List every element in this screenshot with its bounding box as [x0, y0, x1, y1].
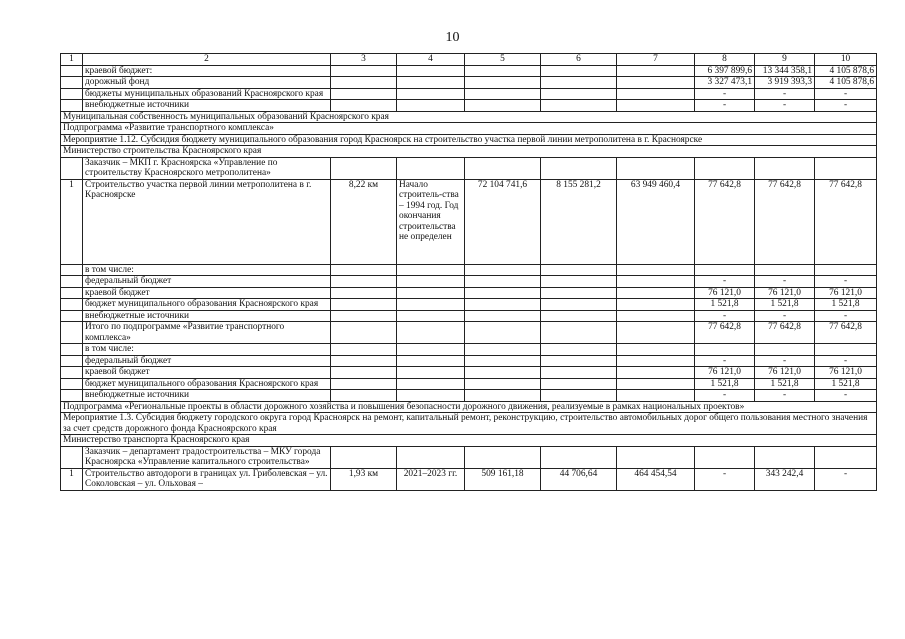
value-cell: 13 344 358,1	[755, 65, 815, 77]
customer-cell: Заказчик – МКП г. Красноярска «Управление по строительству Красноярского метрополитена»	[83, 157, 331, 179]
value-cell: 76 121,0	[815, 367, 877, 379]
value-cell: 77 642,8	[815, 322, 877, 344]
value-cell: 77 642,8	[695, 179, 755, 264]
capacity-cell: 8,22 км	[331, 179, 397, 264]
value-cell: 8 155 281,2	[541, 179, 617, 264]
table-row	[61, 355, 877, 367]
header-row	[61, 54, 877, 66]
table-row	[61, 344, 877, 356]
value-cell: -	[755, 310, 815, 322]
table-row	[61, 65, 877, 77]
value-cell: 77 642,8	[815, 179, 877, 264]
row-label: бюджет муниципального образования Красноярского края	[83, 378, 331, 390]
table-row	[61, 88, 877, 100]
value-cell: 76 121,0	[695, 367, 755, 379]
table-row	[61, 310, 877, 322]
section-row	[61, 413, 877, 435]
value-cell: 76 121,0	[695, 287, 755, 299]
value-cell: 4 105 878,6	[815, 77, 877, 89]
section-title: Министерство строительства Красноярского края	[61, 146, 877, 158]
value-cell: -	[815, 88, 877, 100]
value-cell: -	[695, 100, 755, 112]
value-cell: 77 642,8	[695, 322, 755, 344]
value-cell: -	[695, 276, 755, 288]
header-cell: 9	[755, 54, 815, 66]
table-row	[61, 157, 877, 179]
value-cell: -	[755, 276, 815, 288]
value-cell: -	[815, 355, 877, 367]
row-label: в том числе:	[83, 344, 331, 356]
row-label: федеральный бюджет	[83, 355, 331, 367]
value-cell: -	[755, 88, 815, 100]
row-label: внебюджетные источники	[83, 100, 331, 112]
row-label: краевой бюджет	[83, 287, 331, 299]
object-row	[61, 468, 877, 490]
row-label: федеральный бюджет	[83, 276, 331, 288]
table-row	[61, 287, 877, 299]
row-label: дорожный фонд	[83, 77, 331, 89]
value-cell: 76 121,0	[815, 287, 877, 299]
value-cell: -	[695, 390, 755, 402]
budget-table	[60, 53, 877, 491]
object-name: Строительство автодороги в границах ул. Гриболевская – ул. Соколовская – ул. Ольховая –	[83, 468, 331, 490]
table-row	[61, 367, 877, 379]
value-cell: 76 121,0	[755, 367, 815, 379]
value-cell: 509 161,18	[465, 468, 541, 490]
value-cell: -	[815, 468, 877, 490]
section-title: Мероприятие 1.12. Субсидия бюджету муниципального образования город Красноярск на строительство участка первой линии метрополитена в г. Красноярске	[61, 134, 877, 146]
value-cell: 3 919 393,3	[755, 77, 815, 89]
header-cell: 6	[541, 54, 617, 66]
section-title: Министерство транспорта Красноярского края	[61, 435, 877, 447]
value-cell: 77 642,8	[755, 179, 815, 264]
section-row	[61, 123, 877, 135]
value-cell: -	[755, 100, 815, 112]
value-cell: -	[755, 355, 815, 367]
object-name: Строительство участка первой линии метрополитена в г. Красноярске	[83, 179, 331, 264]
header-cell: 5	[465, 54, 541, 66]
section-row	[61, 111, 877, 123]
value-cell: -	[815, 276, 877, 288]
value-cell: -	[755, 390, 815, 402]
table-row	[61, 390, 877, 402]
section-title: Подпрограмма «Региональные проекты в области дорожного хозяйства и повышения безопасности дорожного движения, реализуемые в рамках национальных проектов»	[61, 401, 877, 413]
value-cell: 1 521,8	[695, 299, 755, 311]
header-cell: 4	[397, 54, 465, 66]
header-cell: 10	[815, 54, 877, 66]
value-cell: 3 327 473,1	[695, 77, 755, 89]
section-row	[61, 401, 877, 413]
section-title: Муниципальная собственность муниципальных образований Красноярского края	[61, 111, 877, 123]
section-title: Подпрограмма «Развитие транспортного комплекса»	[61, 123, 877, 135]
value-cell: 1 521,8	[755, 378, 815, 390]
section-row	[61, 435, 877, 447]
header-cell: 8	[695, 54, 755, 66]
row-label: бюджеты муниципальных образований Красноярского края	[83, 88, 331, 100]
row-label: бюджет муниципального образования Красноярского края	[83, 299, 331, 311]
value-cell: -	[695, 88, 755, 100]
section-title: Мероприятие 1.3. Субсидия бюджету городского округа город Красноярск на ремонт, капитальный ремонт, реконструкцию, строительство автомобильных дорог общего пользования местного значения за счет средств дорожного фонда Красноярского края	[61, 413, 877, 435]
row-label: внебюджетные источники	[83, 310, 331, 322]
table-row	[61, 446, 877, 468]
value-cell: -	[695, 355, 755, 367]
period-cell: 2021–2023 гг.	[397, 468, 465, 490]
customer-cell: Заказчик – департамент градостроительства – МКУ города Красноярска «Управление капитального строительства»	[83, 446, 331, 468]
header-cell: 2	[83, 54, 331, 66]
value-cell: -	[815, 100, 877, 112]
capacity-cell: 1,93 км	[331, 468, 397, 490]
section-row	[61, 134, 877, 146]
table-row	[61, 378, 877, 390]
row-label: краевой бюджет:	[83, 65, 331, 77]
value-cell: 1 521,8	[755, 299, 815, 311]
table-row	[61, 100, 877, 112]
value-cell: 44 706,64	[541, 468, 617, 490]
value-cell: 343 242,4	[755, 468, 815, 490]
row-number: 1	[61, 468, 83, 490]
value-cell: 1 521,8	[815, 299, 877, 311]
page-number: 10	[445, 30, 460, 45]
row-label: внебюджетные источники	[83, 390, 331, 402]
row-label: Итого по подпрограмме «Развитие транспортного комплекса»	[83, 322, 331, 344]
row-number: 1	[61, 179, 83, 264]
value-cell: 1 521,8	[815, 378, 877, 390]
value-cell: 63 949 460,4	[617, 179, 695, 264]
row-label: краевой бюджет	[83, 367, 331, 379]
value-cell: 6 397 899,6	[695, 65, 755, 77]
table-row	[61, 77, 877, 89]
row-label: в том числе:	[83, 264, 331, 276]
header-cell: 1	[61, 54, 83, 66]
value-cell: 464 454,54	[617, 468, 695, 490]
value-cell: -	[815, 390, 877, 402]
table-row	[61, 299, 877, 311]
value-cell: -	[695, 310, 755, 322]
value-cell: 4 105 878,6	[815, 65, 877, 77]
header-cell: 7	[617, 54, 695, 66]
section-row	[61, 146, 877, 158]
value-cell: 77 642,8	[755, 322, 815, 344]
table-row	[61, 276, 877, 288]
total-row	[61, 322, 877, 344]
table-row	[61, 264, 877, 276]
header-cell: 3	[331, 54, 397, 66]
period-cell: Начало строитель-ства – 1994 год. Год окончания строительства не определен	[397, 179, 465, 264]
object-row	[61, 179, 877, 264]
value-cell: 76 121,0	[755, 287, 815, 299]
value-cell: -	[815, 310, 877, 322]
value-cell: -	[695, 468, 755, 490]
value-cell: 72 104 741,6	[465, 179, 541, 264]
value-cell: 1 521,8	[695, 378, 755, 390]
